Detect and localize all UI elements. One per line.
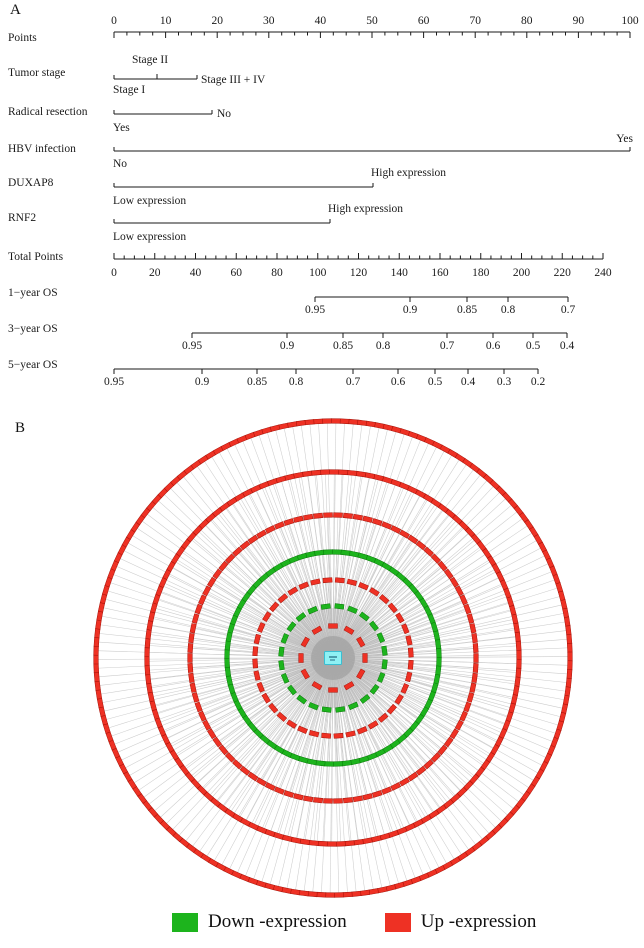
svg-text:0.4: 0.4 (460, 376, 476, 388)
svg-text:70: 70 (469, 15, 481, 27)
svg-text:0.9: 0.9 (279, 340, 295, 352)
svg-text:0.7: 0.7 (560, 304, 576, 316)
svg-text:80: 80 (521, 15, 533, 27)
svg-text:0: 0 (111, 267, 117, 279)
svg-text:RNF2: RNF2 (8, 212, 37, 224)
svg-text:High expression: High expression (328, 203, 404, 215)
svg-text:0.85: 0.85 (332, 340, 354, 352)
svg-text:140: 140 (390, 267, 408, 279)
svg-text:0.8: 0.8 (375, 340, 391, 352)
svg-text:Stage I: Stage I (113, 84, 146, 96)
svg-text:0.95: 0.95 (103, 376, 125, 388)
up-expression-label: Up -expression (420, 911, 537, 932)
svg-text:30: 30 (263, 15, 275, 27)
network-diagram (0, 415, 644, 910)
svg-text:0.7: 0.7 (345, 376, 361, 388)
panel-b-label: B (15, 420, 26, 436)
legend (172, 911, 536, 933)
svg-text:20: 20 (211, 15, 223, 27)
svg-text:Stage II: Stage II (131, 54, 169, 66)
svg-text:0.7: 0.7 (439, 340, 455, 352)
svg-text:Tumor stage: Tumor stage (8, 67, 66, 79)
svg-text:3−year OS: 3−year OS (8, 323, 58, 335)
svg-text:0.6: 0.6 (390, 376, 406, 388)
svg-text:240: 240 (594, 267, 612, 279)
svg-text:60: 60 (417, 15, 430, 27)
svg-text:10: 10 (159, 15, 172, 27)
svg-text:0.95: 0.95 (304, 304, 326, 316)
svg-text:0.3: 0.3 (496, 376, 512, 388)
svg-text:20: 20 (149, 267, 161, 279)
svg-text:Total Points: Total Points (8, 251, 64, 263)
svg-text:Low expression: Low expression (113, 231, 187, 243)
svg-text:0.2: 0.2 (530, 376, 546, 388)
svg-text:0.9: 0.9 (194, 376, 210, 388)
svg-text:90: 90 (572, 15, 585, 27)
down-expression-label: Down -expression (208, 911, 347, 932)
svg-text:40: 40 (314, 15, 327, 27)
svg-text:Yes: Yes (113, 122, 130, 134)
svg-text:0.85: 0.85 (456, 304, 478, 316)
svg-text:Stage III + IV: Stage III + IV (201, 74, 266, 86)
svg-text:100: 100 (621, 15, 639, 27)
svg-text:0.8: 0.8 (500, 304, 516, 316)
legend-item-up (385, 911, 537, 933)
panel-a-label: A (10, 2, 21, 18)
svg-text:0.6: 0.6 (485, 340, 501, 352)
up-expression-swatch (385, 913, 411, 932)
svg-text:160: 160 (431, 267, 449, 279)
down-expression-swatch (172, 913, 198, 932)
svg-text:No: No (113, 158, 128, 170)
svg-text:Radical resection: Radical resection (8, 106, 88, 118)
svg-text:220: 220 (553, 267, 571, 279)
svg-text:80: 80 (271, 267, 283, 279)
svg-text:100: 100 (309, 267, 327, 279)
svg-text:1−year OS: 1−year OS (8, 287, 58, 299)
svg-text:High expression: High expression (371, 167, 447, 179)
svg-text:0.9: 0.9 (402, 304, 418, 316)
svg-text:120: 120 (349, 267, 368, 279)
svg-text:Low expression: Low expression (113, 195, 187, 207)
svg-text:0.5: 0.5 (427, 376, 443, 388)
svg-text:0: 0 (111, 15, 117, 27)
svg-text:180: 180 (472, 267, 490, 279)
svg-text:Yes: Yes (616, 133, 633, 145)
svg-text:HBV infection: HBV infection (8, 143, 76, 155)
svg-text:0.4: 0.4 (559, 340, 575, 352)
svg-text:40: 40 (189, 267, 202, 279)
legend-item-down (172, 911, 347, 933)
svg-text:0.95: 0.95 (181, 340, 203, 352)
svg-text:5−year OS: 5−year OS (8, 359, 58, 371)
nomogram-chart (0, 0, 644, 400)
svg-text:No: No (217, 108, 232, 120)
svg-text:0.8: 0.8 (288, 376, 304, 388)
svg-text:200: 200 (512, 267, 531, 279)
svg-text:0.5: 0.5 (525, 340, 541, 352)
svg-text:Points: Points (8, 32, 37, 44)
svg-text:0.85: 0.85 (246, 376, 268, 388)
svg-text:60: 60 (230, 267, 242, 279)
svg-text:50: 50 (366, 15, 378, 27)
svg-text:DUXAP8: DUXAP8 (8, 177, 54, 189)
